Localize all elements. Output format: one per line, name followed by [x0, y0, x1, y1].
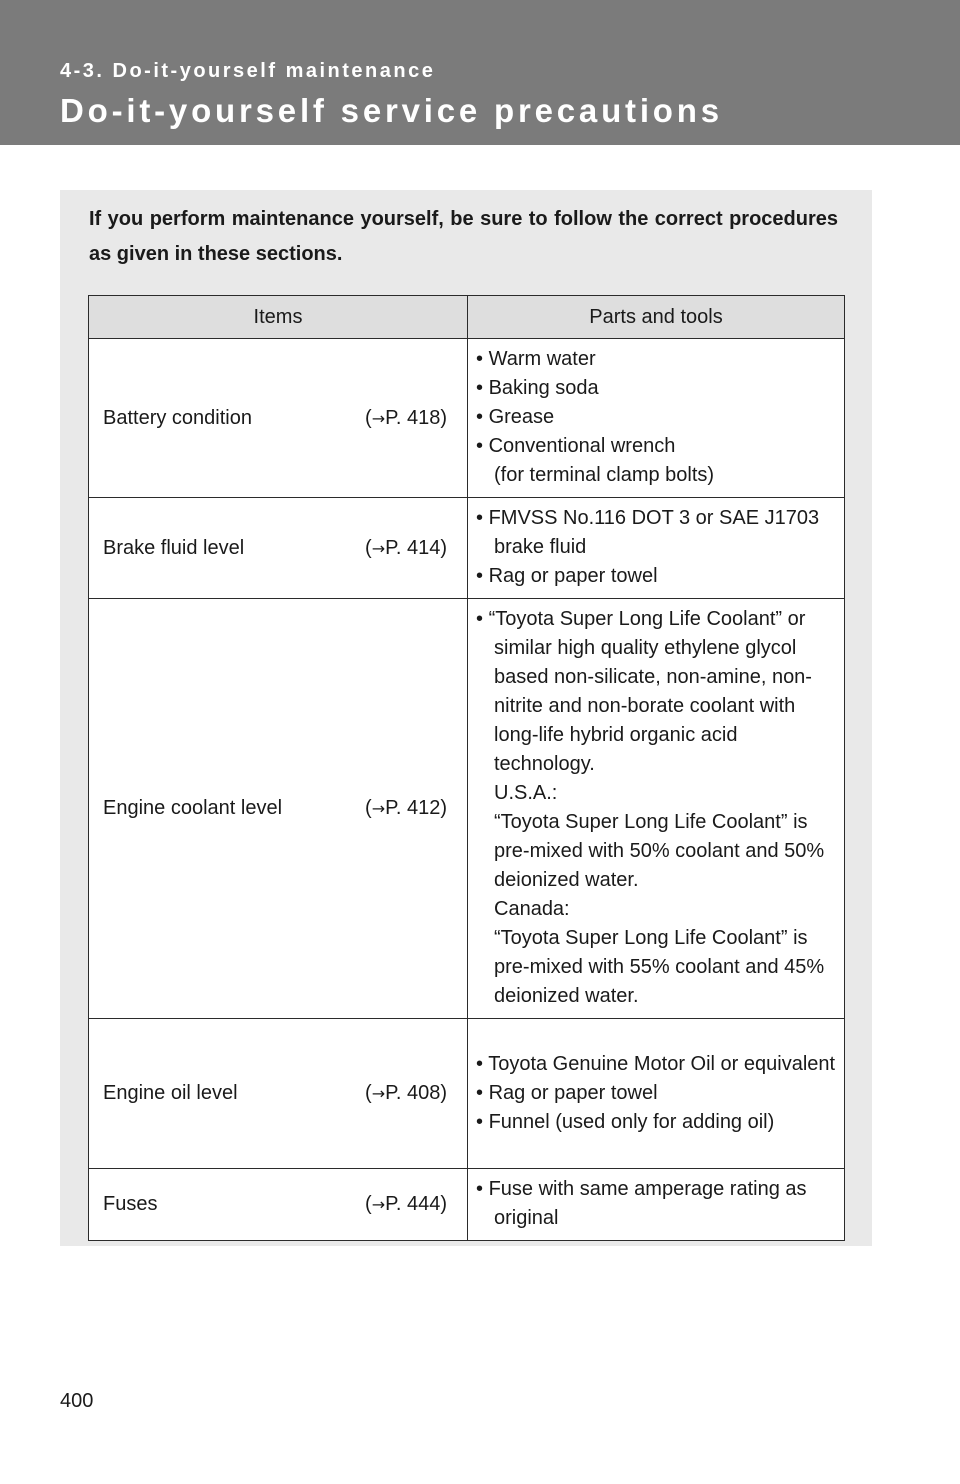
item-name: Battery condition [103, 406, 252, 429]
header-parts: Parts and tools [468, 296, 845, 339]
table-row [89, 339, 845, 498]
part-text: Rag or paper towel [488, 1081, 658, 1104]
item-name: Brake fluid level [103, 536, 245, 559]
page-reference [365, 404, 447, 433]
page-ref-number: P. 414) [385, 536, 447, 559]
parts-list [476, 1050, 836, 1137]
part-detail-line: Canada: [494, 898, 570, 920]
arrow-right-icon: → [371, 799, 386, 818]
parts-cell [468, 498, 845, 599]
arrow-right-icon: → [371, 1084, 386, 1103]
table-row [89, 1019, 845, 1169]
page-reference [365, 534, 447, 563]
list-item: • Fuse with same amperage rating as original [476, 1178, 807, 1229]
part-text: “Toyota Super Long Life Coolant” or similar high quality ethylene glycol based non-silicate, non-amine, non-nitrite and non-borate coolant with long-life hybrid organic acid technology. [488, 608, 812, 775]
part-text: Toyota Genuine Motor Oil or equivalent [488, 1052, 836, 1075]
list-item: • Baking soda [476, 377, 599, 399]
arrow-right-icon: → [371, 1195, 386, 1214]
page-ref-number: P. 408) [385, 1082, 447, 1104]
table-row [89, 498, 845, 599]
part-text: Funnel (used only for adding oil) [488, 1110, 775, 1133]
parts-list [476, 345, 836, 490]
item-name: Fuses [103, 1193, 158, 1215]
page-ref-number: P. 418) [385, 406, 447, 429]
page-ref-number: P. 444) [385, 1193, 447, 1215]
part-text: Conventional wrench [488, 435, 676, 457]
maintenance-table [88, 295, 845, 1241]
parts-list [476, 1175, 836, 1233]
item-cell [89, 498, 468, 599]
item-name: Engine coolant level [103, 797, 283, 819]
arrow-right-icon: → [371, 538, 386, 558]
page-reference [365, 794, 447, 823]
part-text: Baking soda [488, 377, 599, 399]
list-item: • “Toyota Super Long Life Coolant” or similar high quality ethylene glycol based non-silicate, non-amine, non-nitrite and non-borate coolant with long-life hybrid organic acid technology. U.S.A.: “Toyota Super Long Life Coolant” is pre-mixed with 50% coolant and 50% deionized water. Canada: “Toyota Super Long Life Coolant” is pre-mixed with 55% coolant and 45% deionized water. [476, 605, 836, 1011]
part-detail-line: U.S.A.: [494, 782, 558, 804]
page-ref-number: P. 412) [385, 797, 447, 819]
parts-cell [468, 1169, 845, 1241]
intro-text: If you perform maintenance yourself, be sure to follow the correct procedures as given in these sections. [89, 208, 838, 265]
list-item: • Conventional wrench (for terminal clamp bolts) [476, 432, 836, 490]
part-text: Rag or paper towel [488, 565, 658, 587]
part-detail-line: “Toyota Super Long Life Coolant” is pre-mixed with 55% coolant and 45% deionized water. [494, 927, 825, 1007]
part-detail-line: “Toyota Super Long Life Coolant” is pre-mixed with 50% coolant and 50% deionized water. [494, 811, 825, 891]
page-reference [365, 1190, 447, 1219]
page-ref-open: ( [365, 406, 372, 429]
parts-cell [468, 339, 845, 498]
item-cell [89, 1169, 468, 1241]
table-row [89, 1169, 845, 1241]
parts-list [476, 504, 836, 591]
page-number: 400 [60, 1390, 94, 1412]
part-text: Warm water [488, 348, 596, 370]
page-ref-open: ( [365, 1082, 372, 1104]
page-title: Do-it-yourself service precautions [60, 92, 723, 129]
item-cell [89, 339, 468, 498]
list-item: • Warm water [476, 348, 596, 370]
page-ref-open: ( [365, 797, 372, 819]
table-row [89, 599, 845, 1019]
item-name: Engine oil level [103, 1082, 238, 1104]
item-cell [89, 599, 468, 1019]
table-header-row [89, 296, 845, 339]
list-item: • FMVSS No.116 DOT 3 or SAE J1703 brake fluid [476, 507, 820, 558]
list-item: • Grease [476, 406, 555, 428]
page-ref-open: ( [365, 1193, 372, 1215]
part-text: Fuse with same amperage rating as original [488, 1178, 807, 1229]
page-ref-open: ( [365, 536, 372, 559]
section-heading: 4-3. Do-it-yourself maintenance [60, 60, 436, 82]
item-cell [89, 1019, 468, 1169]
part-text: Grease [488, 406, 555, 428]
arrow-right-icon: → [371, 408, 386, 428]
parts-cell [468, 1019, 845, 1169]
parts-list [476, 605, 836, 1011]
header-items: Items [89, 296, 468, 339]
list-item: • Funnel (used only for adding oil) [476, 1110, 775, 1133]
part-subtext: (for terminal clamp bolts) [494, 464, 715, 486]
page-reference [365, 1079, 447, 1108]
part-text: FMVSS No.116 DOT 3 or SAE J1703 brake fluid [488, 507, 820, 558]
list-item: • Rag or paper towel [476, 1081, 658, 1104]
list-item: • Rag or paper towel [476, 565, 658, 587]
parts-cell [468, 599, 845, 1019]
list-item: • Toyota Genuine Motor Oil or equivalent [476, 1052, 836, 1075]
